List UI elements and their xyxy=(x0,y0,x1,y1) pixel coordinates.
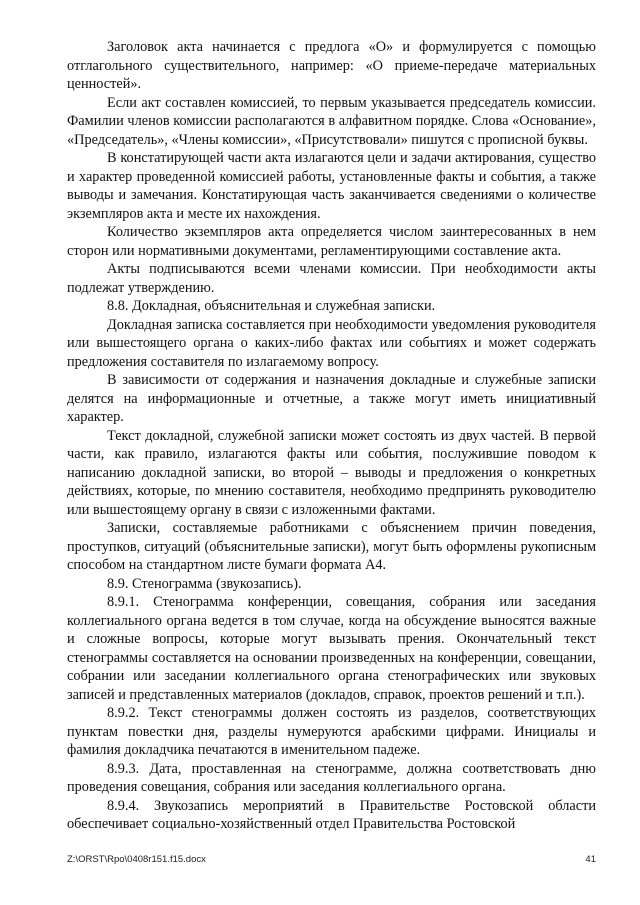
paragraph-copies-count: Количество экземпляров акта определяется числом заинтересованных в нем сторон или нормативными документами, регламентирующими составление акта. xyxy=(67,224,596,259)
section-heading-8-9: 8.9. Стенограмма (звукозапись). xyxy=(107,575,302,592)
paragraph-explanatory-notes: Записки, составляемые работниками с объяснением причин поведения, проступков, ситуаций (объяснительные записки), могут быть оформлены рукописным способом на стандартном листе бумаги формата А4. xyxy=(67,520,596,573)
paragraph-commission-chair: Если акт составлен комиссией, то первым указывается председатель комиссии. Фамилии членов комиссии располагаются в алфавитном порядке. Слова «Основание», «Председатель», «Члены комиссии», «Присутствовали» пишутся с прописной буквы. xyxy=(67,94,596,148)
footer-file-path: Z:\ORST\Rpo\0408r151.f15.docx xyxy=(67,854,206,865)
paragraph-report-note: Докладная записка составляется при необходимости уведомления руководителя или вышестоящего органа о каких-либо фактах или событиях и может содержать предложения составителя по излагаемому вопросу. xyxy=(67,316,596,370)
document-body xyxy=(67,38,596,834)
page-footer xyxy=(67,854,596,868)
paragraph-note-text-parts: Текст докладной, служебной записки может состоять из двух частей. В первой части, как правило, излагаются факты или события, послужившие поводом к написанию докладной записки, во второй – выводы и предложения о конкретных действиях, которые, по мнению составителя, необходимо предпринять руководителю или вышестоящему органу в связи с изложенными фактами. xyxy=(67,427,596,518)
paragraph-act-signing: Акты подписываются всеми членами комиссии. При необходимости акты подлежат утверждению. xyxy=(67,261,596,296)
paragraph-note-types: В зависимости от содержания и назначения докладные и служебные записки делятся на информационные и отчетные, а также могут иметь инициативный характер. xyxy=(67,372,596,425)
paragraph-stating-part: В констатирующей части акта излагаются цели и задачи актирования, существо и характер проведенной комиссией работы, установленные факты и события, а также выводы и замечания. Констатирующая часть заканчивается сведениями о количестве экземпляров акта и месте их нахождения. xyxy=(67,150,596,222)
paragraph-act-title-rule: Заголовок акта начинается с предлога «О» и формулируется с помощью отглагольного существительного, например: «О приеме-передаче материальных ценностей». xyxy=(67,39,596,92)
paragraph-8-9-4: 8.9.4. Звукозапись мероприятий в Правительстве Ростовской области обеспечивает социально-хозяйственный отдел Правительства Ростовской xyxy=(67,797,596,832)
paragraph-8-9-2: 8.9.2. Текст стенограммы должен состоять из разделов, соответствующих пунктам повестки дня, разделы нумеруются арабскими цифрами. Инициалы и фамилия докладчика печатаются в именительном падеже. xyxy=(67,705,596,758)
paragraph-8-9-3: 8.9.3. Дата, проставленная на стенограмме, должна соответствовать дню проведения совещания, собрания или заседания коллегиального органа. xyxy=(67,760,596,795)
section-heading-8-8: 8.8. Докладная, объяснительная и служебная записки. xyxy=(107,298,436,314)
page-number: 41 xyxy=(585,854,596,865)
paragraph-8-9-1: 8.9.1. Стенограмма конференции, совещания, собрания или заседания коллегиального органа ведется в том случае, когда на обсуждение выносятся важные и сложные вопросы, которые могут вызывать прения. Окончательный текст стенограммы составляется на основании произведенных на конференции, совещании, собрании или заседании коллегиального органа стенографических или звуковых записей и представленных материалов (докладов, справок, проектов решений и т.п.). xyxy=(67,594,596,703)
